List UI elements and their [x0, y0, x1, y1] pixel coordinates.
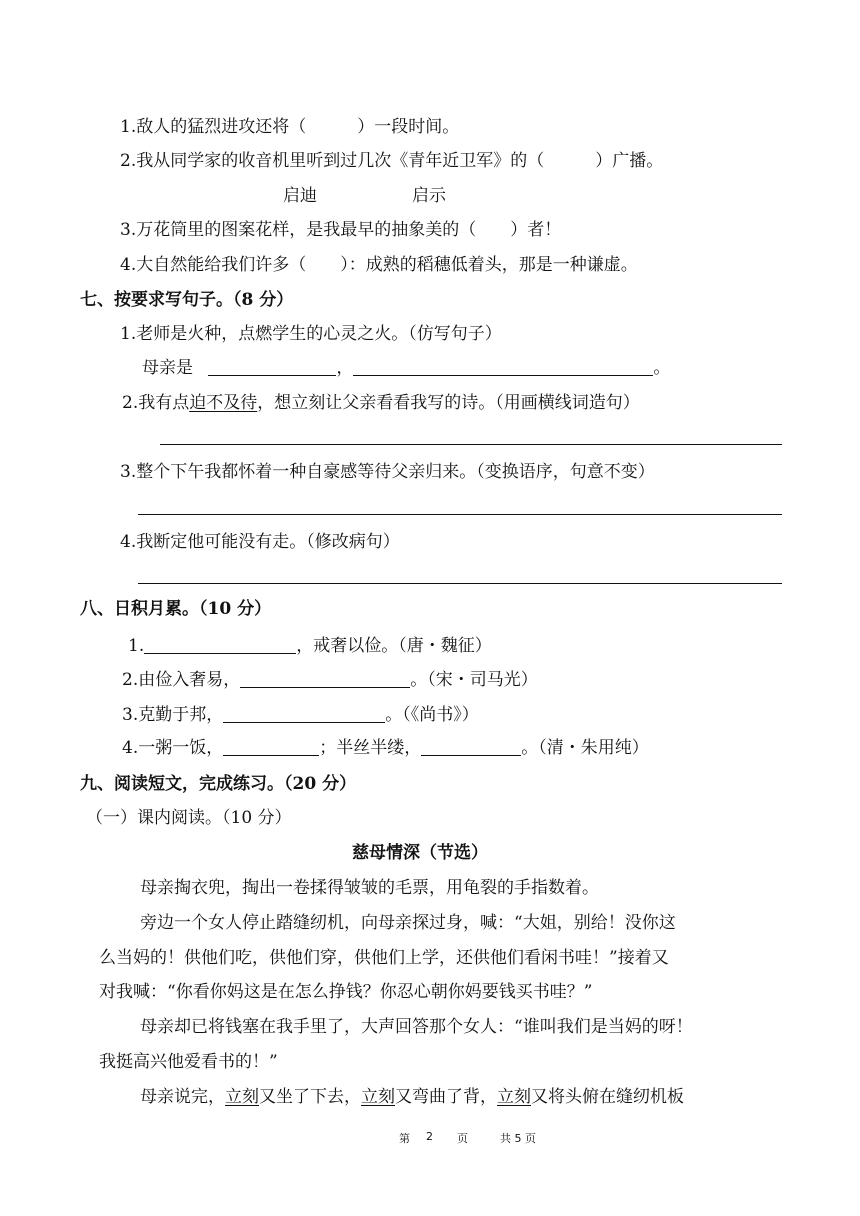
- underlined-word: 立刻: [225, 1087, 259, 1107]
- question-text: 2.由俭入奢易，: [122, 670, 241, 690]
- underlined-word: 迫不及待: [189, 393, 258, 413]
- passage-paragraph: 母亲掏衣兜，掏出一卷揉得皱皱的毛票，用龟裂的手指数着。: [140, 878, 599, 898]
- answer-7-1-line: [142, 358, 670, 378]
- question-8-1: [128, 636, 492, 656]
- question-text: 4.一粥一饭，: [122, 738, 224, 758]
- passage-paragraph: 母亲却已将钱塞在我手里了，大声回答那个女人：“谁叫我们是当妈的呀！: [140, 1017, 693, 1037]
- question-text: ，戒奢以俭。（唐・魏征）: [296, 636, 492, 656]
- page-footer-label: 第: [399, 1132, 410, 1145]
- question-7-2: [122, 393, 640, 413]
- passage-paragraph: 旁边一个女人停止踏缝纫机，向母亲探过身，喊：“大姐，别给！没你这: [140, 913, 676, 933]
- answer-line[interactable]: [138, 514, 782, 515]
- answer-blank[interactable]: [421, 739, 521, 756]
- question-7-1: 1.老师是火种，点燃学生的心灵之火。（仿写句子）: [120, 324, 502, 344]
- passage-text: 母亲说完，: [140, 1087, 225, 1107]
- passage-line: 对我喊：“你看你妈这是在怎么挣钱？你忍心朝你妈要钱买书哇？”: [99, 982, 593, 1002]
- question-6-4: 4.大自然能给我们许多（ ）：成熟的稻穗低着头，那是一种谦虚。: [120, 255, 638, 275]
- section-8-title: 八、日积月累。（10 分）: [80, 599, 272, 619]
- question-text: 。（宋・司马光）: [410, 670, 538, 690]
- word-option-2: 启示: [412, 186, 446, 206]
- question-text: 。（清・朱用纯）: [521, 738, 649, 758]
- passage-text: 又将头俯在缝纫机板: [531, 1087, 684, 1107]
- section-7-title: 七、按要求写句子。（8 分）: [80, 290, 294, 310]
- question-text: 2.我有点: [122, 393, 190, 413]
- question-text: ，想立刻让父亲看看我写的诗。（用画横线词造句）: [257, 393, 640, 413]
- answer-end: 。: [653, 358, 671, 378]
- underlined-word: 立刻: [497, 1087, 531, 1107]
- page-total: 共 5 页: [500, 1132, 536, 1145]
- question-7-4: 4.我断定他可能没有走。（修改病句）: [120, 532, 400, 552]
- answer-line[interactable]: [138, 583, 782, 584]
- answer-prefix: 母亲是: [142, 358, 193, 378]
- passage-line: 么当妈的！供他们吃，供他们穿，供他们上学，还供他们看闲书哇！”接着又: [99, 948, 669, 968]
- passage-paragraph: [140, 1087, 684, 1107]
- page-number: 2: [426, 1130, 433, 1143]
- question-6-2: 2.我从同学家的收音机里听到过几次《青年近卫军》的（ ）广播。: [120, 151, 664, 171]
- answer-comma: ，: [336, 358, 354, 378]
- answer-blank[interactable]: [208, 359, 336, 376]
- question-6-3: 3.万花筒里的图案花样，是我最早的抽象美的（ ）者！: [120, 220, 562, 240]
- page-footer-label: 页: [457, 1132, 468, 1145]
- question-7-3: 3.整个下午我都怀着一种自豪感等待父亲归来。（变换语序，句意不变）: [120, 462, 655, 482]
- answer-blank[interactable]: [223, 706, 385, 723]
- underlined-word: 立刻: [361, 1087, 395, 1107]
- passage-title: 慈母情深（节选）: [352, 843, 488, 863]
- question-8-4: [122, 738, 649, 758]
- question-text: 。（《尚书》）: [385, 705, 479, 725]
- subsection-title: （一）课内阅读。（10 分）: [86, 808, 292, 828]
- passage-text: 又弯曲了背，: [395, 1087, 497, 1107]
- answer-blank[interactable]: [223, 739, 319, 756]
- answer-blank[interactable]: [144, 637, 296, 654]
- answer-blank[interactable]: [353, 359, 653, 376]
- question-8-3: [122, 705, 479, 725]
- question-text: 3.克勤于邦，: [122, 705, 224, 725]
- word-option-1: 启迪: [283, 186, 317, 206]
- question-text: 1.: [128, 636, 145, 656]
- answer-blank[interactable]: [240, 671, 410, 688]
- section-9-title: 九、阅读短文，完成练习。（20 分）: [80, 774, 357, 794]
- question-text: ；半丝半缕，: [319, 738, 422, 758]
- passage-text: 又坐了下去，: [259, 1087, 361, 1107]
- question-6-1: 1.敌人的猛烈进攻还将（ ）一段时间。: [120, 117, 460, 137]
- answer-line[interactable]: [160, 444, 782, 445]
- passage-line: 我挺高兴他爱看书的！”: [99, 1052, 278, 1072]
- question-8-2: [122, 670, 538, 690]
